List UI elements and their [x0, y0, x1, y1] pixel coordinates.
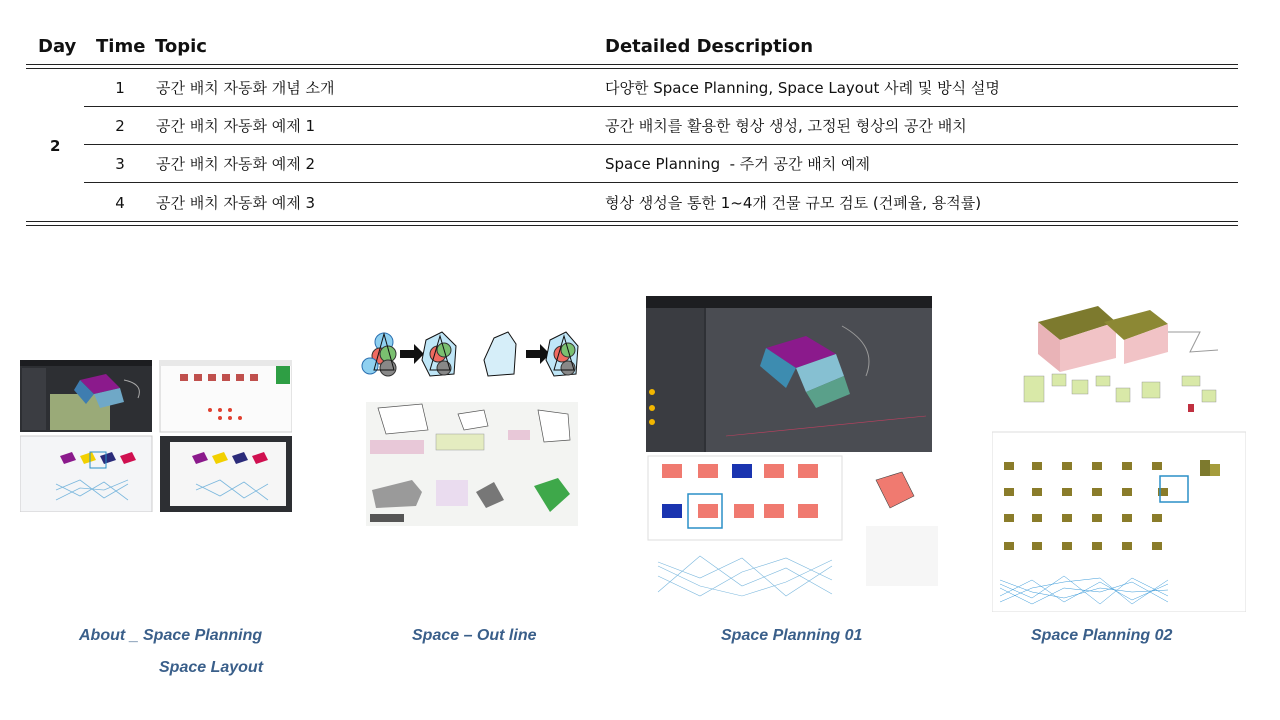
- header-description: Detailed Description: [605, 36, 814, 57]
- caption-space-planning-02: Space Planning 02: [1031, 627, 1173, 644]
- caption-space-outline: Space – Out line: [412, 627, 537, 644]
- table-bottom-rule-bottom: [26, 225, 1238, 226]
- row-1-time: 1: [115, 79, 125, 97]
- about-space-planning-image: [20, 360, 292, 512]
- header-rule-bottom: [26, 68, 1238, 69]
- row-1-description: 다양한 Space Planning, Space Layout 사례 및 방식 설명: [605, 79, 1000, 97]
- row-divider: [84, 106, 1238, 107]
- row-4-description: 형상 생성을 통한 1~4개 건물 규모 검토 (건폐율, 용적률): [605, 194, 982, 212]
- row-1-topic: 공간 배치 자동화 개념 소개: [156, 79, 335, 97]
- caption-space-planning-01: Space Planning 01: [721, 627, 863, 644]
- header-time: Time: [96, 36, 146, 57]
- space-planning-01-image: [646, 296, 940, 610]
- caption-about-space-planning: About _ Space Planning: [79, 627, 263, 644]
- row-divider: [84, 144, 1238, 145]
- table-bottom-rule-top: [26, 221, 1238, 222]
- row-2-description: 공간 배치를 활용한 형상 생성, 고정된 형상의 공간 배치: [605, 117, 967, 135]
- row-2-time: 2: [115, 117, 125, 135]
- row-2-topic: 공간 배치 자동화 예제 1: [156, 117, 316, 135]
- row-4-topic: 공간 배치 자동화 예제 3: [156, 194, 316, 212]
- header-rule-top: [26, 64, 1238, 65]
- day-value: 2: [50, 137, 61, 155]
- space-outline-image: [358, 330, 582, 530]
- header-day: Day: [38, 36, 77, 57]
- row-3-topic: 공간 배치 자동화 예제 2: [156, 155, 316, 173]
- row-3-time: 3: [115, 155, 125, 173]
- space-planning-02-image: [992, 292, 1246, 612]
- row-4-time: 4: [115, 194, 125, 212]
- row-3-description: Space Planning - 주거 공간 배치 예제: [605, 155, 871, 173]
- caption-space-layout: Space Layout: [159, 659, 264, 676]
- row-divider: [84, 182, 1238, 183]
- schedule-table: [26, 30, 1238, 230]
- header-topic: Topic: [155, 36, 207, 57]
